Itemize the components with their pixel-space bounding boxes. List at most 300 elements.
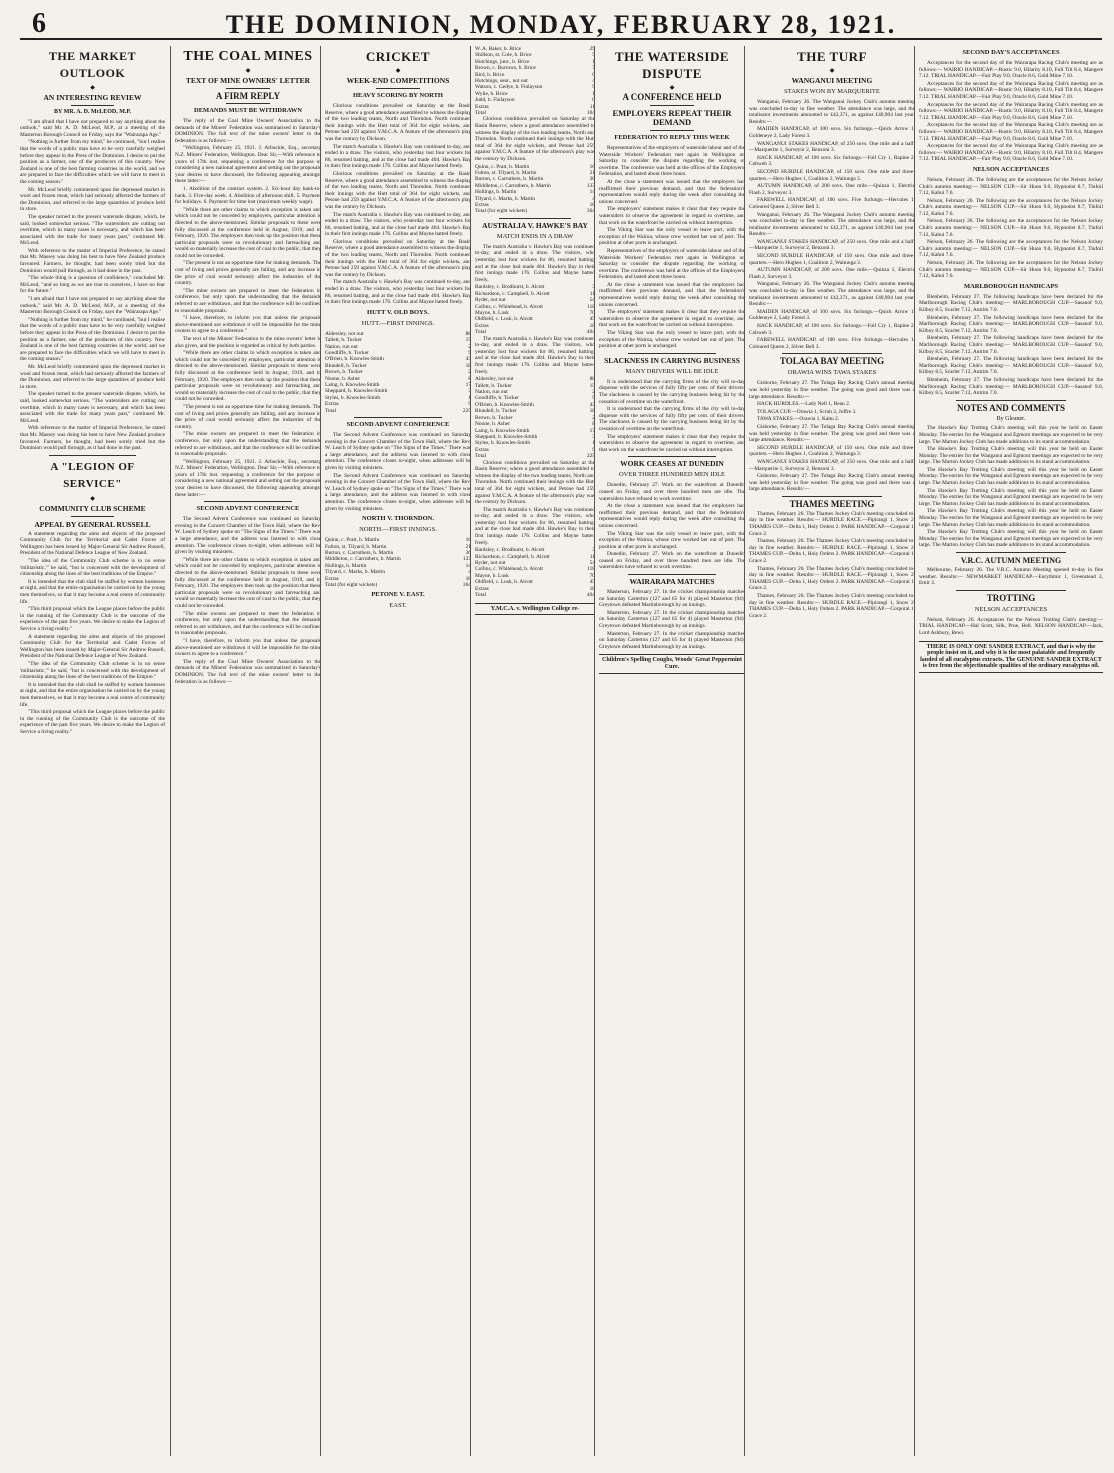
runs: 364: [462, 582, 471, 589]
batsman: Extras: [325, 575, 339, 582]
paragraph: "The idea of the Community Club scheme is in no sense 'militaristic,'" he said, "but is concerned with the development of citizenship along the lines of the best traditions of the Empire.": [20, 558, 165, 578]
paragraph: Gisborne, February 27. The Tolaga Bay Racing Club's annual meeting was held yesterday in fine weather. The going was good and there was a large attendance. Results:—: [749, 473, 915, 493]
cricket-subhead-2: HEAVY SCORING BY NORTH: [352, 92, 443, 99]
paragraph: The match Australia v. Hawke's Bay was continued to-day, and ended in a draw. The visitors, who yesterday lost four wickets for 86, resumed batting, and at the close had made 404. Hawke's Bay in their first innings made 176. Collins and Mayne batted freely.: [475, 335, 595, 375]
notes-heading: NOTES AND COMMENTS: [956, 402, 1065, 413]
divider: ◆: [669, 85, 675, 91]
batsman: Fulton, st. Tilyard, b. Martin: [325, 543, 387, 550]
race-result: FAREWELL HANDICAP, of 100 sovs. Five furlongs.—Hercules 1, Coloured Queen 2, Silver Bell 3.: [749, 197, 915, 210]
runs: 9: [468, 350, 471, 357]
batsman: Hutchings, junr., b. Brice: [475, 58, 530, 65]
column-7: [914, 46, 1103, 1456]
paragraph: Melbourne, February 26. The V.R.C. Autumn Meeting opened to-day in fine weather. Results:— NEWMARKET HANDICAP.—Eurythmic 1, Greenstead 2, Emir 3.: [919, 567, 1103, 587]
advent-headline: SECOND ADVENT CONFERENCE: [196, 505, 300, 513]
runs: 8: [468, 375, 471, 382]
paragraph: With reference to the matter of Imperial Preference, he stated that Mr. Massey was doing his best to have New Zealand produce favoured. Farmers, he thought, had been sorely tried but the Dominion would pull through, as it had done in the past.: [20, 247, 165, 274]
paragraph: Nelson, February 26. The following are the acceptances for the Nelson Jockey Club's autumn meeting:— NELSON CUP.—Sir Huon 9.0, Hypnotist 8.7, Tinfoil 7.12, Kahui 7.6.: [919, 218, 1103, 238]
wanganui-heading: WANGANUI MEETING: [791, 76, 873, 85]
paragraph: The Hawke's Bay Trotting Club's meeting will this year be held on Easter Monday. The entries for the Wanganui and Egmont meetings are expected to be very large. The Marton Jockey Club has made additions to its stand accommodation.: [919, 425, 1103, 445]
paragraph: It is understood that the carrying firms of the city will to-day dispense with the services of fully fifty per cent. of their drivers. The slackness is caused by the carrying business being hit by the cessation of overtime on the waterfront.: [599, 406, 745, 432]
batsman: Blundell, b. Tucker: [325, 362, 367, 369]
paragraph: It is intended that the club shall be staffed by women hostesses at night, and that the entire organisation be carried on by the young men themselves, so that it may become a real centre of community life.: [20, 578, 165, 605]
runs: 18: [589, 585, 595, 592]
paragraph: "The idea of the Community Club scheme is in no sense 'militaristic,'" he said, "but is concerned with the development of citizenship along the lines of the best traditions of the Empire.": [20, 660, 165, 681]
divider: [782, 496, 882, 497]
runs: 54: [589, 560, 595, 567]
advent-headline-col3: SECOND ADVENT CONFERENCE: [346, 421, 450, 429]
runs: 18: [465, 362, 471, 369]
paragraph: The reply of the Coal Mine Owners' Association to the demands of the Miners' Federation was summarised in Saturday's DOMINION. The full text of the mine owners' letter to the federation is as follows:—: [175, 658, 321, 685]
paragraph: Nelson, February 26. Acceptances for the Nelson Trotting Club's meeting:— TRIAL HANDICAP.—Hal Scott, Silk, Prue, Bell. NELSON HANDICAP.—Jack, Lord Ashbury, Rewi.: [919, 616, 1103, 636]
legion-subhead: COMMUNITY CLUB SCHEME: [39, 503, 146, 513]
turf-headline: THE TURF: [797, 49, 867, 64]
paragraph: "I have, therefore, to inform you that unless the proposals above-mentioned are withdrawn it will be impossible for the mine owners to agree to a conference.": [175, 637, 321, 658]
batsman: Quinn, c. Pratt, b. Martin: [475, 163, 530, 170]
race-result: TAWA STAKES.—Orawia 1, Kahu 2.: [757, 416, 840, 423]
paragraph: Nelson, February 26. The following are the acceptances for the Nelson Jockey Club's autumn meeting:— NELSON CUP.—Sir Huon 9.0, Hypnotist 8.7, Tinfoil 7.12, Kahui 7.6.: [919, 239, 1103, 259]
divider: [226, 103, 270, 104]
divider: [499, 218, 571, 219]
paragraph: 1. Abolition of the contract system. 2. Six-hour day bank-to-bank. 3. Five-day week. 4. Abolition of afternoon shift. 5. Payment for holidays. 6. Payment for time lost (maximum weekly wage).: [175, 185, 321, 206]
batsman: Noone, b. Asher: [475, 421, 511, 428]
runs: 364: [586, 208, 595, 215]
divider: [628, 353, 716, 354]
batsman: Bardsley, c. Brodhurst, b. Alcott: [475, 547, 545, 554]
batsman: Nation, run out: [325, 343, 358, 350]
market-byline: BY MR. A. D. McLEOD, M.P.: [53, 109, 132, 115]
batsman: Styles, b. Knowles-Smith: [325, 394, 381, 401]
coal-subhead-3: DEMANDS MUST BE WITHDRAWN: [194, 107, 302, 114]
paragraph: Thames, February 26. The Thames Jockey Club's meeting concluded to-day in fine weather. Results:— HURDLE RACE.—Pipirangi 1, Snow 2. THAMES CUP.—Delta 1, Holy Orders 2. PARK HANDICAP.—Corporal 1, Grace 2.: [749, 565, 915, 592]
race-result: MAIDEN HANDICAP, of 100 sovs. Six furlongs.—Quick Arrow 1, Goldeneye 2, Lady Forest 3.: [749, 126, 915, 139]
race-result: HACK HANDICAP, of 100 sovs. Six furlongs.—Full Cry 1, Rapine 2, Cobweb 3.: [749, 323, 915, 336]
batsman: Total (for eight wickets): [325, 582, 378, 589]
batsman: Goodliffe, b. Tucker: [475, 395, 519, 402]
sander-advert: THERE IS ONLY ONE SANDER EXTRACT, and that is why the people insist on it, and why it is the most palatable and frequently lauded of all eucalyptus extracts. The GENUINE SANDER EXTRACT is free from the objectionable qualities of the ordinary eucalyptus oil.: [919, 641, 1103, 673]
paragraph: "While there are other claims to which exception is taken and which could not be conceded by employers, particular attention is directed to the above-mentioned. Similar proposals to these were fully discussed at the conference held in August, 1919, and in February, 1920. The employers then took up the position that these particular proposals were so revolutionary and farreaching and would so materially increase the cost of coal to the public, that they could not be conceded.: [175, 206, 321, 259]
paragraph: "This third proposal which the League places before the public in the running of the Community Club is the outcome of the experience of the past five years. We desire to make the Legion of Service a living reality.": [20, 709, 165, 735]
notes-byline: By Gleaner.: [996, 415, 1026, 422]
trotting-heading: TROTTING: [986, 592, 1036, 603]
hutt-scorecard-continued: [475, 376, 595, 459]
batsman: Judd, b. Finlayson: [475, 97, 515, 104]
north-heading: NORTH V. THORNDON.: [361, 515, 434, 523]
batsman: Aldersley, not out: [325, 330, 364, 337]
tolaga-heading: TOLAGA BAY MEETING: [779, 356, 885, 367]
market-subhead: AN INTERESTING REVIEW: [43, 93, 142, 102]
scorecard-row: [475, 592, 595, 598]
petone-sub: EAST.: [389, 602, 407, 610]
paragraph: The reply of the Coal Mine Owners' Association to the demands of the Miners' Federation was summarised in Saturday's DOMINION. The full text of the mine owners' letter to the federation is as follows:—: [175, 118, 321, 144]
batsman: Hollings, b. Martin: [475, 189, 517, 196]
divider: [956, 400, 1066, 401]
runs: 225: [462, 407, 471, 414]
paragraph: "Wellington, February 25, 1921. J. Arbuckle, Esq., secretary N.Z. Miners' Federation, Wellington. Dear Sir,—With reference to yours of 17th inst. requesting a conference for the purpose of considering a new national agreement and setting out the proposals your desires to have discussed, the following appearing amongst these latter:—: [175, 145, 321, 185]
paragraph: "Nothing is further from my mind," he continued, "but I realise that the words of a public man have to be very carefully weighed before they appear in the Press of the Dominion. I desire to put the position as a farmer, one of the producers of this country. New Zealand is one of the best farming countries in the world, and we are prepared to face the difficulties which we will have to meet in the coming season.": [20, 139, 165, 185]
legion-headline: A "LEGION OF SERVICE": [50, 460, 135, 490]
batsman: Richardson, c. Campbell, b. Alcott: [475, 290, 550, 297]
race-result: AUTUMN HANDICAP, of 200 sovs. One mile.—Quinza 1, Electric Flash 2, Surveyor 3.: [749, 267, 915, 280]
hutt-scorecard: [325, 331, 471, 414]
dunedin-headline: WORK CEASES AT DUNEDIN: [620, 459, 724, 469]
runs: 133: [462, 556, 471, 563]
thames-heading: THAMES MEETING: [789, 498, 875, 509]
runs: 43: [465, 356, 471, 363]
batsman: Brown, b. Tucker: [325, 369, 363, 376]
batsman: Nation, run out: [475, 389, 508, 396]
second-day-heading: SECOND DAY'S ACCEPTANCES: [962, 49, 1060, 56]
batsman: Ryder, not out: [475, 297, 506, 304]
runs: 14: [589, 189, 595, 196]
batsman: Sheppard, b. Knowles-Smith: [325, 388, 388, 395]
race-result: WANGANUI STAKES HANDICAP, of 250 sovs. One mile and a half.—Marquerite 1, Surveyor 2, Benzoni 3.: [749, 458, 915, 472]
paragraph: Nelson, February 26. The following are the acceptances for the Nelson Jockey Club's autumn meeting:— NELSON CUP.—Sir Huon 9.0, Hypnotist 8.7, Tinfoil 7.12, Kahui 7.6.: [919, 176, 1103, 197]
hutt-sub: HUTT.—FIRST INNINGS.: [361, 319, 435, 327]
race-result: HACK HURDLES.—Lady Nell 1, Beau 2.: [757, 401, 851, 408]
paragraph: "The whole thing is a question of confidence," concluded Mr. McLeod, "and so long as we are true to ourselves, I have no fear for the future.": [20, 275, 165, 295]
petone-scorecard: [475, 46, 595, 116]
divider: [226, 88, 270, 89]
batsman: Oldfield, c. Lusk, b. Alcott: [475, 579, 533, 586]
runs: 2: [592, 414, 595, 421]
paragraph: At the close a statement was issued that the employers had reaffirmed their previous demand, and that the federation's representatives would reply during the week after consulting the unions concerned.: [599, 503, 745, 529]
paragraph: At the close a statement was issued that the employers had reaffirmed their previous demand, and that the federation's representatives would reply during the week after consulting the unions concerned.: [599, 281, 745, 308]
runs: 404: [586, 329, 595, 336]
paragraph: The employers' statement makes it clear that they require the watersiders to observe the agreement in regard to overtime, and that work on the waterfront be carried on without interruption.: [599, 433, 745, 453]
batsman: Extras: [475, 322, 489, 329]
race-result: AUTUMN HANDICAP, of 200 sovs. One mile.—Quinza 1, Electric Flash 2, Surveyor 3.: [749, 183, 915, 196]
divider: [628, 456, 716, 457]
paragraph: Mr. McLeod briefly commented upon the depressed market in wool and frozen meat, which had seriously affected the farmers of the Dominion, and referred to the large quantities of produce held in store.: [20, 363, 165, 390]
paragraph: The match Australia v. Hawke's Bay was continued to-day, and ended in a draw. The visitors, who yesterday lost four wickets for 86, resumed batting, and at the close had made 404. Hawke's Bay in their first innings made 176. Collins and Mayne batted freely.: [325, 143, 471, 170]
paragraph: "While there are other claims to which exception is taken and which could not be conceded by employers, particular attention is directed to the above-mentioned. Similar proposals to these were fully discussed at the conference held in August, 1919, and in February, 1920. The employers then took up the position that these particular proposals were so revolutionary and farreaching and would so materially increase the cost of coal to the public, that they could not be conceded.: [175, 556, 321, 609]
runs: 18: [589, 202, 595, 209]
ymca-notice: Y.M.C.A. v. Wellington College re-: [475, 603, 595, 616]
paragraph: Acceptances for the second day of the Wairarapa Racing Club's meeting are as follows:— WAIRIO HANDICAP.—Rustic 9.0, Hilarity 8.10, Full Tilt 8.4, Mangere 7.12. TRIAL HANDICAP.—Fair Play 9.0, Oracle 8.6, Gold Mine 7.10.: [919, 122, 1103, 142]
batsman: Sheppard, b. Knowles-Smith: [475, 433, 538, 440]
paragraph: The match Australia v. Hawke's Bay was continued to-day, and ended in a draw. The visitors, who yesterday lost four wickets for 86, resumed batting, and at the close had made 404. Hawke's Bay in their first innings made 176. Collins and Mayne batted freely.: [325, 211, 471, 238]
batsman: Shillson, st. Cole, b. Brice: [475, 52, 532, 59]
dunedin-sub: OVER THREE HUNDRED MEN IDLE: [618, 471, 726, 479]
north-sub: NORTH.—FIRST INNINGS.: [359, 526, 437, 534]
runs: 43: [589, 401, 595, 408]
paragraph: Blenheim, February 27. The following handicaps have been declared for the Marlborough Racing Club's meeting:— MARLBOROUGH CUP.—Sasanof 9.0, Kilboy 8.5, Scarlet 7.12, Antrim 7.0.: [919, 356, 1103, 376]
runs: 225: [586, 453, 595, 460]
runs: 16: [589, 163, 595, 170]
paragraph: The employers' statement makes it clear that they require the watersiders to observe the agreement in regard to overtime, and that work on the waterfront be carried on without interruption.: [599, 206, 745, 226]
batsman: Extras: [475, 446, 489, 453]
hutt-heading: HUTT V. OLD BOYS.: [367, 308, 429, 316]
batsman: W. A. Baker, b. Brice: [475, 46, 521, 52]
paragraph: "I have, therefore, to inform you that unless the proposals above-mentioned are withdrawn it will be impossible for the mine owners to agree to a conference.": [175, 315, 321, 335]
runs: 15: [589, 382, 595, 389]
paragraph: Glorious conditions prevailed on Saturday at the Basin Reserve, where a good attendance assembled to witness the display of the two leading teams, North and Thorndon. North continued their innings with the Hutt total of 364 for eight wickets, and Petone had 259 against Y.M.C.A. A feature of the afternoon's play was the century by Dickson.: [325, 170, 471, 210]
runs: 16: [465, 537, 471, 544]
runs: 5: [592, 52, 595, 59]
paragraph: Masterton, February 27. In the cricket championship matches on Saturday Carterton (127 and 65 for 4) played Masterton (94). Greytown defeated Martinborough by an innings.: [599, 609, 745, 630]
scorecard-row: [475, 208, 595, 214]
race-result: HACK HANDICAP, of 100 sovs. Six furlongs.—Full Cry 1, Rapine 2, Cobweb 3.: [749, 154, 915, 168]
runs: 1: [592, 440, 595, 447]
batsman: Brown, c. Burrows, b. Brice: [475, 65, 536, 72]
runs: 45: [589, 316, 595, 323]
batsman: Watson, c. Gedye, b. Finlayson: [475, 84, 543, 91]
runs: 18: [465, 575, 471, 582]
batsman: Collins, c. Whitehead, b. Alcott: [475, 303, 543, 310]
paragraph: "This third proposal which the League places before the public in the running of the Community Club is the outcome of the experience of the past five years. We desire to make the Legion of Service a living reality.": [20, 606, 165, 632]
runs: 404: [586, 592, 595, 599]
batsman: Brown, b. Tucker: [475, 414, 513, 421]
waterside-subhead: A CONFERENCE HELD: [622, 92, 722, 102]
runs: 4: [592, 195, 595, 202]
paragraph: Acceptances for the second day of the Wairarapa Racing Club's meeting are as follows:— WAIRIO HANDICAP.—Rustic 9.0, Hilarity 8.10, Full Tilt 8.4, Mangere 7.12. TRIAL HANDICAP.—Fair Play 9.0, Oracle 8.6, Gold Mine 7.10.: [919, 143, 1103, 163]
race-result: SECOND HURDLE HANDICAP, of 150 sovs. One mile and three-quarters.—Hero Hughes 1, Coalition 2, Waitunga 3.: [749, 444, 915, 458]
scorecard-row: [325, 408, 471, 414]
wanganui-sub: STAKES WON BY MARQUERITE: [784, 88, 880, 95]
paragraph: Thames, February 26. The Thames Jockey Club's meeting concluded to-day in fine weather. Results:— HURDLE RACE.—Pipirangi 1, Snow 2. THAMES CUP.—Delta 1, Holy Orders 2. PARK HANDICAP.—Corporal 1, Grace 2.: [749, 538, 915, 565]
runs: 118: [587, 303, 595, 310]
paragraph: The Viking Star was the only vessel to leave port, with the exception of the Wairoa, whose crew worked her out of port. The position at other ports is unchanged.: [599, 530, 745, 550]
batsman: Total (for eight wickets): [475, 208, 528, 215]
paragraph: The Second Advent Conference was continued on Saturday evening in the Concert Chamber of the Town Hall, where the Rev. W. Leach of Sydney spoke on "The Signs of the Times." There was a large attendance, and the address was listened to with close attention. The conference closes to-night, when addresses will be given by visiting ministers.: [175, 516, 321, 556]
paragraph: Dunedin, February 27. Work on the waterfront at Dunedin ceased on Friday, and over three hundred men are idle. The watersiders have refused to work overtime.: [599, 482, 745, 502]
batsman: Styles, b. Knowles-Smith: [475, 440, 531, 447]
paragraph: The Second Advent Conference was continued on Saturday evening in the Concert Chamber of the Town Hall, where the Rev. W. Leach of Sydney spoke on "The Signs of the Times." There was a large attendance, and the address was listened to with close attention. The conference closes to-night, when addresses will be given by visiting ministers.: [325, 472, 471, 512]
batsman: Middleton, c. Carruthers, b. Martin: [475, 182, 551, 189]
batsman: Mayne, b. Lusk: [475, 572, 509, 579]
cough-advert: Children's Spelling Coughs, Woods' Great Peppermint Cure.: [599, 654, 745, 673]
slack-sub: MANY DRIVERS WILL BE IDLE: [625, 367, 719, 375]
market-body: [20, 119, 165, 452]
paragraph: The Viking Star was the only vessel to leave port, with the exception of the Wairoa, whose crew worked her out of port. The position at other ports is unchanged.: [599, 330, 745, 350]
paragraph: The speaker turned to the present waterside dispute, which, he said, looked somewhat serious. "The watersiders are cutting out overtime, which in many cases is necessary, and which has been associated with the trade for many years past," continued Mr. McLeod.: [20, 391, 165, 424]
paragraph: Acceptances for the second day of the Wairarapa Racing Club's meeting are as follows:— WAIRIO HANDICAP.—Rustic 9.0, Hilarity 8.10, Full Tilt 8.4, Mangere 7.12. TRIAL HANDICAP.—Fair Play 9.0, Oracle 8.6, Gold Mine 7.10.: [919, 60, 1103, 80]
runs: 21: [589, 170, 595, 177]
paragraph: "I am afraid that I have not prepared to say anything about the outlook," said Mr. A. D. McLeod, M.P., at a meeting of the Masterton Borough Council on Friday, says the "Wairarapa Age.": [20, 296, 165, 316]
runs: 1: [592, 58, 595, 65]
paragraph: Representatives of the employers of waterside labour and of the Waterside Workers' Federation met again in Wellington on Saturday to consider the dispute regarding the working of overtime. The conference was held at the offices of the Employers' Federation, and lasted about three hours.: [599, 247, 745, 281]
paragraph: The match Australia v. Hawke's Bay was continued to-day, and ended in a draw. The visitors, who yesterday lost four wickets for 86, resumed batting, and at the close had made 404. Hawke's Bay in their first innings made 176. Collins and Mayne batted freely.: [475, 243, 595, 283]
divider: [71, 516, 115, 517]
vrc-heading: V.R.C. AUTUMN MEETING: [960, 556, 1062, 565]
divider: [628, 574, 716, 575]
runs: 2: [468, 343, 471, 350]
runs: 118: [587, 566, 595, 573]
paragraph: The match Australia v. Hawke's Bay was continued to-day, and ended in a draw. The visitors, who yesterday lost four wickets for 86, resumed batting, and at the close had made 404. Hawke's Bay in their first innings made 176. Collins and Mayne batted freely.: [325, 279, 471, 306]
paragraph: Wanganui, February 26. The Wanganui Jockey Club's autumn meeting was concluded to-day in fine weather. The attendance was large, and the totalisator investments amounted to £42,371, as against £40,904 last year. Results:—: [749, 281, 915, 308]
paragraph: Dunedin, February 27. Work on the waterfront at Dunedin ceased on Friday, and over three hundred men are idle. The watersiders have refused to work overtime.: [599, 551, 745, 571]
paragraph: The Hawke's Bay Trotting Club's meeting will this year be held on Easter Monday. The entries for the Wanganui and Egmont meetings are expected to be very large. The Marton Jockey Club has made additions to its stand accommodation.: [919, 446, 1103, 466]
paragraph: The Viking Star was the only vessel to leave port, with the exception of the Wairoa, whose crew worked her out of port. The position at other ports is unchanged.: [599, 227, 745, 247]
scorecard-row: [325, 582, 471, 588]
batsman: Bardsley, c. Brodhurst, b. Alcott: [475, 284, 545, 291]
waterside-subhead-2: EMPLOYERS REPEAT THEIR DEMAND: [612, 108, 732, 127]
race-result: MAIDEN HANDICAP, of 100 sovs. Six furlongs.—Quick Arrow 1, Goldeneye 2, Lady Forest 3.: [749, 308, 915, 322]
aus-scorecard: [475, 284, 595, 335]
divider: [782, 353, 882, 354]
paragraph: Masterton, February 27. In the cricket championship matches on Saturday Carterton (127 and 65 for 4) played Masterton (94). Greytown defeated Martinborough by an innings.: [599, 589, 745, 609]
paragraph: The Hawke's Bay Trotting Club's meeting will this year be held on Easter Monday. The entries for the Wanganui and Egmont meetings are expected to be very large. The Marton Jockey Club has made additions to its stand accommodation.: [919, 466, 1103, 487]
column-2: [170, 46, 325, 1456]
paragraph: The speaker turned to the present waterside dispute, which, he said, looked somewhat serious. "The watersiders are cutting out overtime, which in many cases is necessary, and which has been associated with the trade for many years past," continued Mr. McLeod.: [20, 213, 165, 247]
paragraph: Blenheim, February 27. The following handicaps have been declared for the Marlborough Racing Club's meeting:— MARLBOROUGH CUP.—Sasanof 9.0, Kilboy 8.5, Scarlet 7.12, Antrim 7.0.: [919, 314, 1103, 334]
race-result: WANGANUI STAKES HANDICAP, of 250 sovs. One mile and a half.—Marquerite 1, Surveyor 2, Benzoni 3.: [749, 238, 915, 252]
paragraph: A statement regarding the aims and objects of the proposed Community Club for the Territorial and Cadet Forces of Wellington has been issued by Major-General Sir Andrew Russell, President of the National Defence League of New Zealand.: [20, 530, 165, 557]
petone-heading: PETONE V. EAST.: [371, 591, 425, 599]
batsman: Goodliffe, b. Tucker: [325, 350, 369, 357]
north-scorecard: [325, 537, 471, 588]
batsman: Burton, c. Carruthers, b. Martin: [325, 550, 394, 557]
aus-heading: AUSTRALIA V. HAWKE'S BAY: [482, 220, 588, 230]
paragraph: The Hawke's Bay Trotting Club's meeting will this year be held on Easter Monday. The entries for the Wanganui and Egmont meetings are expected to be very large. The Marton Jockey Club has made additions to its stand accommodation.: [919, 487, 1103, 507]
batsman: Total: [325, 407, 336, 414]
divider: [650, 130, 694, 131]
divider: [49, 455, 136, 456]
paragraph: The match Australia v. Hawke's Bay was continued to-day, and ended in a draw. The visitors, who yesterday lost four wickets for 86, resumed batting, and at the close had made 404. Hawke's Bay in their first innings made 176. Collins and Mayne batted freely.: [475, 506, 595, 546]
cricket-subhead: WEEK-END COMPETITIONS: [346, 76, 450, 85]
runs: 21: [465, 543, 471, 550]
paragraph: Acceptances for the second day of the Wairarapa Racing Club's meeting are as follows:— WAIRIO HANDICAP.—Rustic 9.0, Hilarity 8.10, Full Tilt 8.4, Mangere 7.12. TRIAL HANDICAP.—Fair Play 9.0, Oracle 8.6, Gold Mine 7.10.: [919, 80, 1103, 100]
paragraph: Glorious conditions prevailed on Saturday at the Basin Reserve, where a good attendance assembled to witness the display of the two leading teams, North and Thorndon. North continued their innings with the Hutt total of 364 for eight wickets, and Petone had 259 against Y.M.C.A. A feature of the afternoon's play was the century by Dickson.: [475, 116, 595, 163]
batsman: Tallett, b. Tucker: [475, 382, 512, 389]
divider: ◆: [90, 495, 95, 502]
paragraph: The Second Advent Conference was continued on Saturday evening in the Concert Chamber of the Town Hall, where the Rev. W. Leach of Sydney spoke on "The Signs of the Times." There was a large attendance, and the address was listened to with close attention. The conference closes to-night, when addresses will be given by visiting ministers.: [325, 432, 471, 472]
divider: [650, 105, 694, 106]
paragraph: Glorious conditions prevailed on Saturday at the Basin Reserve, where a good attendance assembled to witness the display of the two leading teams, North and Thorndon. North continued their innings with the Hutt total of 364 for eight wickets, and Petone had 259 against Y.M.C.A. A feature of the afternoon's play was the century by Dickson.: [325, 103, 471, 142]
runs: 15: [465, 337, 471, 344]
runs: 8: [592, 421, 595, 428]
paragraph: "The present is not an opportune time for making demands. The cost of living and prices generally are falling, and any increase in the price of coal would seriously affect the industries of the country.: [175, 260, 321, 287]
tolaga-sub: ORAWIA WINS TAWA STAKES: [787, 369, 877, 377]
runs: 3: [592, 547, 595, 554]
batsman: Laing, b. Knowles-Smith: [325, 382, 380, 389]
runs: 2: [468, 369, 471, 376]
runs: 3: [592, 433, 595, 440]
runs: 9: [468, 401, 471, 408]
masthead: [20, 8, 1102, 40]
batsman: Middleton, c. Carruthers, b. Martin: [325, 556, 401, 563]
cricket-headline: CRICKET: [365, 49, 431, 64]
paragraph: With reference to the matter of Imperial Preference, he stated that Mr. Massey was doing his best to have New Zealand produce favoured. Farmers, he thought, had been sorely tried but the Dominion would pull through, as it had done in the past.: [20, 425, 165, 452]
batsman: Quinn, c. Pratt, b. Martin: [325, 537, 380, 544]
coal-headline: THE COAL MINES: [183, 49, 313, 64]
paragraph: "The mine owners are prepared to meet the federation in conference, but only upon the understanding that the demands referred to are withdrawn, and that the conference will be confined to reasonable proposals.: [175, 610, 321, 637]
race-result: WANGANUI STAKES HANDICAP, of 250 sovs. One mile and a half.—Marquerite 1, Surveyor 2, Benzoni 3.: [749, 140, 915, 154]
runs: 3: [468, 388, 471, 395]
paragraph: Wanganui, February 26. The Wanganui Jockey Club's autumn meeting was concluded to-day in fine weather. The attendance was large, and the totalisator investments amounted to £42,371, as against £40,904 last year. Results:—: [749, 99, 915, 125]
trotting-sub: NELSON ACCEPTANCES: [974, 605, 1048, 613]
batsman: Extras: [475, 202, 489, 209]
aus-sub: MATCH ENDS IN A DRAW: [496, 232, 574, 240]
column-1: [20, 46, 169, 1456]
runs: 9: [592, 395, 595, 402]
runs: 11: [589, 103, 595, 110]
paragraph: "The mine owners are prepared to meet the federation in conference, but only upon the understanding that the demands referred to are withdrawn, and that the conference will be confined to reasonable proposals.: [175, 431, 321, 458]
runs: 2: [592, 389, 595, 396]
divider: [204, 501, 292, 502]
paragraph: Blenheim, February 27. The following handicaps have been declared for the Marlborough Racing Club's meeting:— MARLBOROUGH CUP.—Sasanof 9.0, Kilboy 8.5, Scarlet 7.12, Antrim 7.0.: [919, 293, 1103, 313]
divider: [956, 590, 1066, 591]
runs: 70: [589, 310, 595, 317]
batsman: O'Brien, b. Knowles-Smith: [475, 401, 534, 408]
paragraph: Representatives of the employers of waterside labour and of the Waterside Workers' Federation met again in Wellington on Saturday to consider the dispute regarding the working of overtime. The conference was held at the offices of the Employers' Federation, and lasted about three hours.: [599, 145, 745, 178]
divider: [956, 552, 1066, 553]
runs: 18: [589, 322, 595, 329]
paragraph: Masterton, February 27. In the cricket championship matches on Saturday Carterton (127 and 65 for 4) played Masterton (94). Greytown defeated Martinborough by an innings.: [599, 630, 745, 650]
race-result: SECOND HURDLE HANDICAP, of 150 sovs. One mile and three-quarters.—Hero Hughes 1, Coalition 2, Waitunga 3.: [749, 168, 915, 182]
paragraph: Nelson, February 26. The following are the acceptances for the Nelson Jockey Club's autumn meeting:— NELSON CUP.—Sir Huon 9.0, Hypnotist 8.7, Tinfoil 7.12, Kahui 7.6.: [919, 197, 1103, 217]
divider: [376, 88, 420, 89]
nelson-heading: NELSON ACCEPTANCES: [972, 165, 1050, 173]
runs: 17: [465, 382, 471, 389]
paragraph: The Hawke's Bay Trotting Club's meeting will this year be held on Easter Monday. The entries for the Wanganui and Egmont meetings are expected to be very large. The Marton Jockey Club has made additions to its stand accommodation.: [919, 508, 1103, 528]
column-3: [320, 46, 475, 1456]
paragraph: A statement regarding the aims and objects of the proposed Community Club for the Territorial and Cadet Forces of Wellington has been issued by Major-General Sir Andrew Russell, President of the National Defence League of New Zealand.: [20, 633, 165, 660]
runs: 4: [468, 569, 471, 576]
batsman: Blundell, b. Tucker: [475, 408, 517, 415]
batsman: Hutchings, senr., not out: [475, 78, 528, 85]
paragraph: Nelson, February 26. The following are the acceptances for the Nelson Jockey Club's autumn meeting:— NELSON CUP.—Sir Huon 9.0, Hypnotist 8.7, Tinfoil 7.12, Kahui 7.6.: [919, 260, 1103, 280]
runs: 11: [589, 553, 595, 560]
runs: 1: [592, 90, 595, 97]
coal-subhead: TEXT OF MINE OWNERS' LETTER: [185, 76, 311, 85]
marlborough-heading: MARLBOROUGH HANDICAPS: [963, 282, 1059, 290]
runs: 29: [589, 46, 595, 52]
runs: 0: [592, 97, 595, 104]
waterside-headline: THE WATERSIDE DISPUTE: [614, 49, 730, 81]
batsman: Burton, c. Carruthers, b. Martin: [475, 176, 544, 183]
paragraph: The employers' statement makes it clear that they require the watersiders to observe the agreement in regard to overtime, and that work on the waterfront be carried on without interruption.: [599, 309, 745, 329]
legion-subhead-2: APPEAL BY GENERAL RUSSELL: [34, 519, 151, 529]
batsman: Aldersley, not out: [475, 376, 514, 383]
paragraph: At the close a statement was issued that the employers had reaffirmed their previous demand, and that the federation's representatives would reply during the week after consulting the unions concerned.: [599, 178, 745, 205]
race-result: TOLAGA CUP.—Orawia 1, Scrub 2, Joffre 3.: [757, 408, 857, 415]
paragraph: The Hawke's Bay Trotting Club's meeting will this year be held on Easter Monday. The entries for the Wanganui and Egmont meetings are expected to be very large. The Marton Jockey Club has made additions to its stand accommodation.: [919, 529, 1103, 549]
runs: 18: [589, 408, 595, 415]
batsman: Extras: [325, 401, 339, 408]
paragraph: It is intended that the club shall be staffed by women hostesses at night, and that the entire organisation be carried on by the young men themselves, so that it may become a real centre of community life.: [20, 681, 165, 708]
race-result: FAREWELL HANDICAP, of 100 sovs. Five furlongs.—Hercules 1, Coloured Queen 2, Silver Bell 3.: [749, 337, 915, 350]
paragraph: Thames, February 26. The Thames Jockey Club's meeting concluded to-day in fine weather. Results:— HURDLE RACE.—Pipirangi 1, Snow 2. THAMES CUP.—Delta 1, Holy Orders 2. PARK HANDICAP.—Corporal 1, Grace 2.: [749, 510, 915, 537]
batsman: Total: [475, 453, 486, 460]
paragraph: "Wellington, February 25, 1921. J. Arbuckle, Esq., secretary N.Z. Miners' Federation, Wellington. Dear Sir,—With reference to yours of 17th inst. requesting a conference for the purpose of considering a new national agreement and setting out the proposals your desires to have discussed, the following appearing amongst these latter:—: [175, 458, 321, 498]
runs: 88: [465, 330, 471, 337]
runs: 14: [465, 562, 471, 569]
batsman: Extras: [475, 585, 489, 592]
batsman: Extras: [475, 103, 489, 110]
runs: 9: [592, 446, 595, 453]
batsman: Noone, b. Asher: [325, 375, 361, 382]
newspaper-title: THE DOMINION, MONDAY, FEBRUARY 28, 1921.: [225, 10, 897, 39]
runs: 54: [589, 297, 595, 304]
runs: 70: [589, 572, 595, 579]
batsman: Richardson, c. Campbell, b. Alcott: [475, 553, 550, 560]
runs: 17: [589, 427, 595, 434]
batsman: Laing, b. Knowles-Smith: [475, 427, 530, 434]
runs: 0: [592, 71, 595, 78]
paragraph: "The present is not an opportune time for making demands. The cost of living and prices generally are falling, and any increase in the price of coal would seriously affect the industries of the country.: [175, 403, 321, 430]
runs: 104: [586, 110, 595, 117]
runs: 36: [465, 550, 471, 557]
page-number: 6: [32, 8, 46, 39]
aus-scorecard-continued: [475, 547, 595, 598]
runs: 1: [468, 394, 471, 401]
paragraph: Mr. McLeod briefly commented upon the depressed market in wool and frozen meat, which had seriously affected the farmers of the Dominion, and referred to the large quantities of produce held in store.: [20, 186, 165, 213]
divider: [71, 105, 115, 106]
runs: 36: [589, 176, 595, 183]
batsman: Hollings, b. Martin: [325, 562, 367, 569]
north-scorecard-continued: [475, 164, 595, 215]
